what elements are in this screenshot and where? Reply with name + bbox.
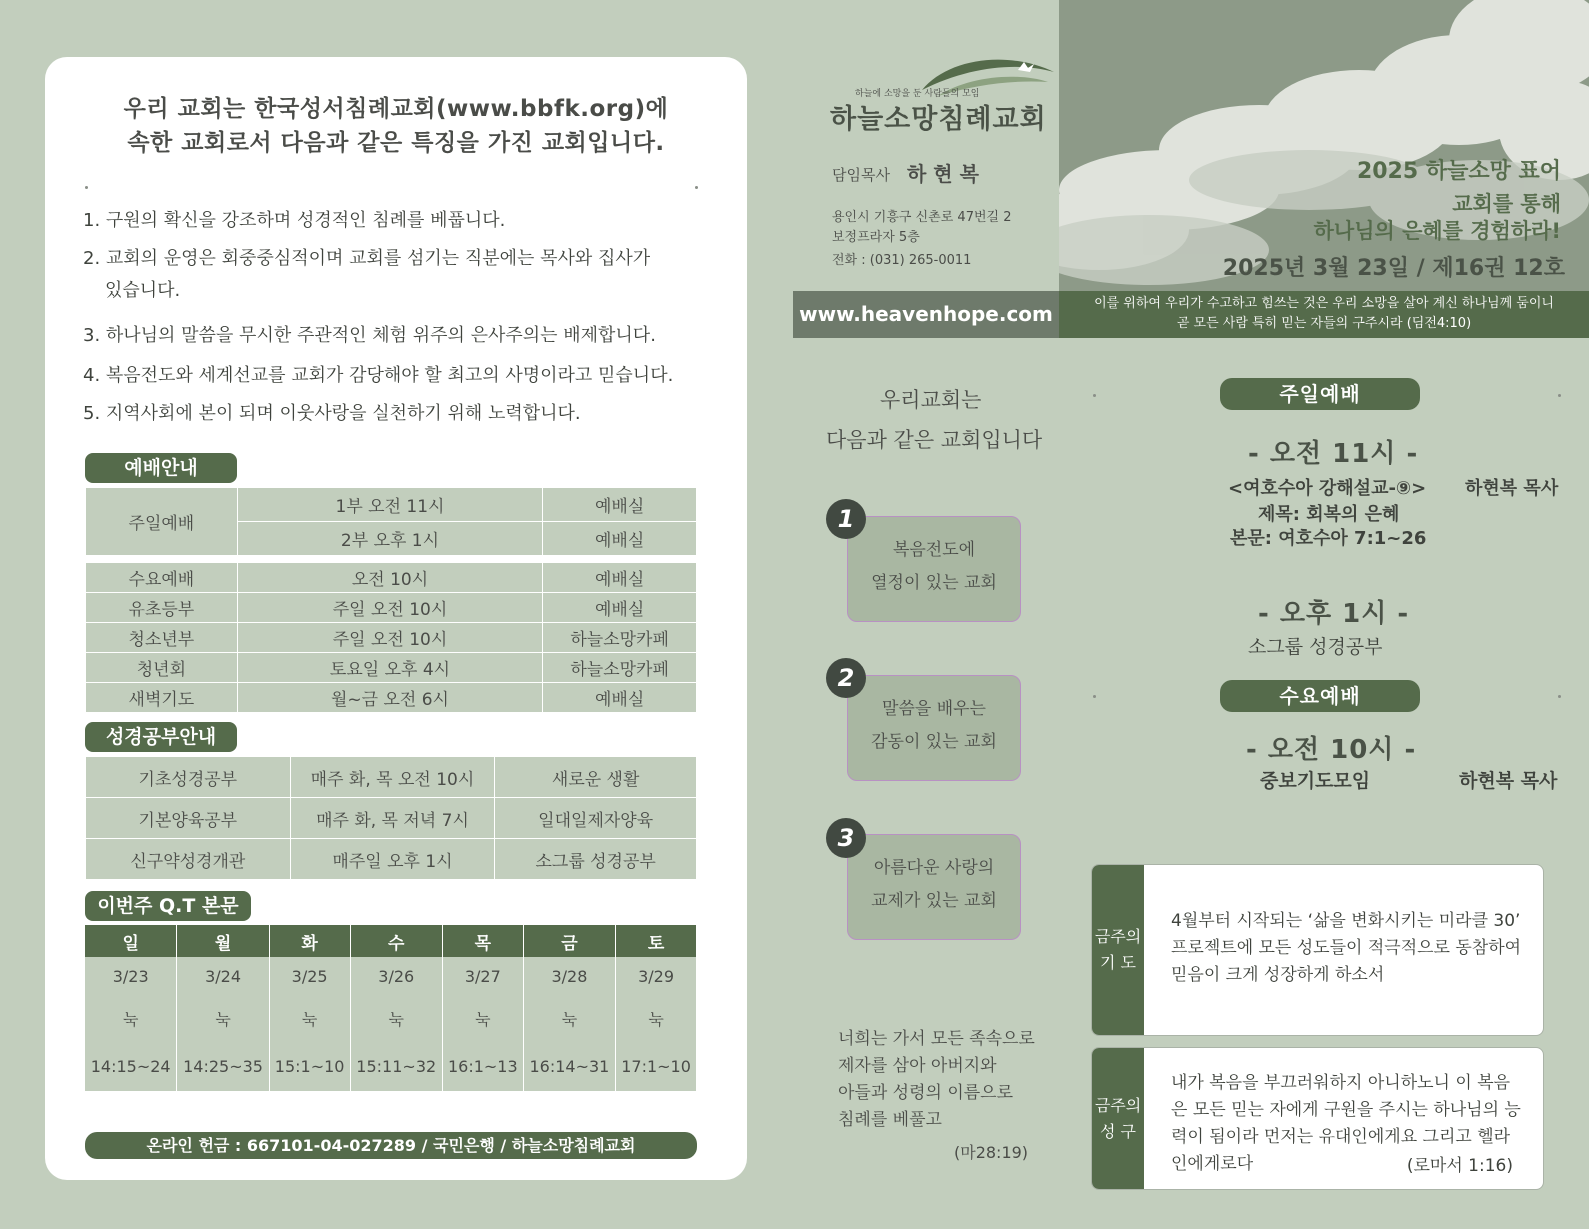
table-cell: 눅: [269, 995, 350, 1041]
wednesday-service-label: 수요예배: [1220, 680, 1420, 712]
table-cell: 1부 오전 11시: [237, 488, 542, 522]
theme-verse-band: [1059, 291, 1589, 338]
table-cell: 매주 화, 목 저녁 7시: [290, 798, 495, 839]
table-cell: 17:1~10: [616, 1041, 697, 1091]
day-header: 수: [350, 925, 442, 957]
table-cell: 16:1~13: [442, 1041, 523, 1091]
divider-dot: [695, 186, 698, 189]
table-row: [85, 1041, 697, 1091]
table-cell: 새벽기도: [86, 683, 238, 713]
feature-2: 2. 교회의 운영은 회중중심적이며 교회를 섬기는 직분에는 목사와 집사가: [83, 248, 651, 269]
sunday-time-2: - 오후 1시 -: [1258, 599, 1410, 629]
phone: 전화 : (031) 265-0011: [832, 253, 972, 268]
day-header: 월: [177, 925, 269, 957]
our-church-title-2: 다음과 같은 교회입니다: [826, 428, 1043, 452]
divider-dot: [1093, 695, 1096, 698]
feature-4: 4. 복음전도와 세계선교를 교회가 감당해야 할 최고의 사명이라고 믿습니다.: [83, 365, 674, 386]
bible-study-heading: 성경공부안내: [85, 722, 237, 752]
table-cell: 예배실: [543, 563, 697, 593]
motto-line-2: 하나님의 은혜를 경험하라!: [1313, 219, 1561, 243]
table-cell: 예배실: [543, 593, 697, 623]
theme-verse-line-2: 곧 모든 사람 특히 믿는 자들의 구주시라 (딤전4:10): [1176, 316, 1472, 331]
table-cell: 월~금 오전 6시: [237, 683, 542, 713]
church-feature-2: [847, 675, 1021, 781]
great-commission-verse: [838, 1026, 1035, 1134]
sunday-service-label: 주일예배: [1220, 378, 1420, 410]
table-cell: 새로운 생활: [495, 757, 697, 798]
table-cell: 하늘소망카페: [543, 623, 697, 653]
table-cell: 예배실: [543, 522, 697, 556]
pastor-label: 담임목사: [832, 166, 890, 184]
table-row: [85, 957, 697, 995]
table-cell: 2부 오후 1시: [237, 522, 542, 556]
feature-line: 아름다운 사랑의: [873, 858, 995, 878]
verse-line: 아들과 성령의 이름으로: [838, 1083, 1014, 1103]
theme-verse-line-1: 이를 위하여 우리가 수고하고 힘쓰는 것은 우리 소망을 살아 계신 하나님께 둠이니: [1094, 296, 1554, 311]
table-cell: 눅: [616, 995, 697, 1041]
feature-1: 1. 구원의 확신을 강조하며 성경적인 침례를 베풉니다.: [83, 210, 506, 231]
hero-banner: [1059, 0, 1589, 291]
church-feature-3: [847, 834, 1021, 940]
verse-line: 너희는 가서 모든 족속으로: [838, 1029, 1035, 1049]
day-header: 목: [442, 925, 523, 957]
bible-study-table: [85, 756, 697, 880]
table-cell: 유초등부: [86, 593, 238, 623]
verse-ref: (로마서 1:16): [1406, 1156, 1513, 1176]
qt-table: [85, 925, 697, 1091]
table-cell: 3/28: [523, 957, 615, 995]
website-link[interactable]: www.heavenhope.com: [793, 291, 1059, 338]
table-cell: 눅: [523, 995, 615, 1041]
prayer-line: 4월부터 시작되는 ‘삶을 변화시키는 미라클 30’: [1171, 911, 1521, 931]
verse-line: 력이 됨이라 먼저는 유대인에게요 그리고 헬라: [1171, 1127, 1511, 1147]
day-header: 토: [616, 925, 697, 957]
sermon-series: <여호수아 강해설교-⑨>: [1228, 478, 1427, 499]
table-cell: 눅: [350, 995, 442, 1041]
table-cell: 15:11~32: [350, 1041, 442, 1091]
prayer-line: 프로젝트에 모든 성도들이 적극적으로 동참하여: [1171, 938, 1522, 958]
table-cell: 눅: [85, 995, 177, 1041]
table-cell: 청년회: [86, 653, 238, 683]
worship-guide-heading: 예배안내: [85, 453, 237, 483]
intro-line-2: 속한 교회로서 다음과 같은 특징을 가진 교회입니다.: [127, 130, 665, 156]
verse-line: 내가 복음을 부끄러워하지 아니하노니 이 복음: [1171, 1073, 1511, 1093]
table-cell: 기초성경공부: [86, 757, 291, 798]
feature-5: 5. 지역사회에 본이 되며 이웃사랑을 실천하기 위해 노력합니다.: [83, 403, 581, 424]
side-label-line: 금주의: [1094, 927, 1142, 946]
divider-dot: [1558, 695, 1561, 698]
table-cell: 예배실: [543, 488, 697, 522]
table-cell: 3/24: [177, 957, 269, 995]
table-cell: 하늘소망카페: [543, 653, 697, 683]
table-cell: 16:14~31: [523, 1041, 615, 1091]
table-row: [86, 623, 697, 653]
table-header-row: [85, 925, 697, 957]
table-cell: 3/23: [85, 957, 177, 995]
sunday-worship-name: 주일예배: [86, 488, 238, 556]
side-label-line: 금주의: [1094, 1095, 1142, 1115]
weekly-prayer-box: [1091, 864, 1544, 1036]
verse-side-label: [1092, 1048, 1144, 1189]
table-row: [86, 683, 697, 713]
table-cell: 토요일 오후 4시: [237, 653, 542, 683]
date-issue: 2025년 3월 23일 / 제16권 12호: [1222, 256, 1565, 281]
wednesday-program: 중보기도모임: [1260, 770, 1371, 792]
table-cell: 15:1~10: [269, 1041, 350, 1091]
number-badge-3: 3: [826, 818, 866, 858]
table-cell: 기본양육공부: [86, 798, 291, 839]
church-feature-1: [847, 516, 1021, 622]
sunday-time-1: - 오전 11시 -: [1248, 439, 1419, 469]
table-cell: 오전 10시: [237, 563, 542, 593]
table-cell: 매주 화, 목 오전 10시: [290, 757, 495, 798]
day-header: 화: [269, 925, 350, 957]
prayer-text: [1171, 908, 1523, 989]
church-tagline: 하늘에 소망을 둔 사람들의 모임: [855, 89, 980, 99]
year-motto: 2025 하늘소망 표어: [1356, 159, 1561, 184]
table-row: [86, 563, 697, 593]
number-badge-2: 2: [826, 658, 866, 698]
online-offering: 온라인 헌금 : 667101-04-027289 / 국민은행 / 하늘소망침례교회: [85, 1132, 697, 1159]
qt-heading: 이번주 Q.T 본문: [85, 891, 251, 921]
number-badge-1: 1: [826, 499, 866, 539]
verse-line: 은 모든 믿는 자에게 구원을 주시는 하나님의 능: [1171, 1100, 1521, 1120]
table-cell: 눅: [442, 995, 523, 1041]
sermon-title: 제목: 회복의 은혜: [1258, 504, 1400, 525]
intro-line-1: 우리 교회는 한국성서침례교회(www.bbfk.org)에: [123, 96, 669, 122]
motto-line-1: 교회를 통해: [1452, 192, 1561, 216]
table-cell: 14:15~24: [85, 1041, 177, 1091]
table-cell: 신구약성경개관: [86, 839, 291, 880]
verse-line: 인에게로다: [1171, 1154, 1254, 1174]
table-cell: 소그룹 성경공부: [495, 839, 697, 880]
table-row: [86, 593, 697, 623]
preacher: 하현복 목사: [1465, 478, 1559, 499]
day-header: 금: [523, 925, 615, 957]
table-cell: 14:25~35: [177, 1041, 269, 1091]
feature-line: 열정이 있는 교회: [871, 573, 997, 593]
table-cell: 눅: [177, 995, 269, 1041]
church-name: 하늘소망침례교회: [830, 104, 1047, 135]
table-cell: 매주일 오후 1시: [290, 839, 495, 880]
feature-line: 말씀을 배우는: [882, 699, 986, 719]
day-header: 일: [85, 925, 177, 957]
table-cell: 3/25: [269, 957, 350, 995]
prayer-line: 믿음이 크게 성장하게 하소서: [1171, 965, 1385, 985]
feature-3: 3. 하나님의 말씀을 무시한 주관적인 체험 위주의 은사주의는 배제합니다.: [83, 325, 656, 346]
divider-dot: [85, 186, 88, 189]
table-cell: 주일 오전 10시: [237, 593, 542, 623]
wednesday-time: - 오전 10시 -: [1246, 735, 1417, 765]
pm-program: 소그룹 성경공부: [1248, 636, 1383, 658]
table-cell: 청소년부: [86, 623, 238, 653]
table-cell: 일대일제자양육: [495, 798, 697, 839]
divider-dot: [1093, 394, 1096, 397]
table-row: [86, 839, 697, 880]
feature-line: 감동이 있는 교회: [871, 732, 997, 752]
address-line-2: 보정프라자 5층: [832, 230, 920, 245]
table-cell: 3/29: [616, 957, 697, 995]
table-row: [86, 757, 697, 798]
feature-2-cont: 있습니다.: [105, 280, 181, 301]
table-cell: 3/27: [442, 957, 523, 995]
divider-dot: [1558, 394, 1561, 397]
side-label-line: 성 구: [1100, 1121, 1136, 1141]
feature-line: 복음전도에: [892, 540, 976, 560]
table-row: [86, 798, 697, 839]
wednesday-leader: 하현복 목사: [1459, 770, 1558, 792]
worship-table: [85, 487, 697, 556]
table-cell: 3/26: [350, 957, 442, 995]
address-line-1: 용인시 기흥구 신촌로 47번길 2: [832, 210, 1012, 225]
table-row: [86, 653, 697, 683]
church-info-card: [45, 57, 747, 1180]
verse-line: 침례를 베풀고: [838, 1110, 942, 1130]
commission-ref: (마28:19): [954, 1143, 1029, 1162]
feature-line: 교제가 있는 교회: [871, 891, 997, 911]
table-cell: 주일 오전 10시: [237, 623, 542, 653]
worship-other-table: [85, 562, 697, 713]
table-cell: 예배실: [543, 683, 697, 713]
sermon-text: 본문: 여호수아 7:1~26: [1230, 528, 1427, 549]
weekly-verse-box: [1091, 1047, 1544, 1190]
table-row: [85, 995, 697, 1041]
pastor-name: 하 현 복: [907, 162, 979, 186]
verse-line: 제자를 삼아 아버지와: [838, 1056, 997, 1076]
table-cell: 수요예배: [86, 563, 238, 593]
our-church-title-1: 우리교회는: [880, 388, 982, 412]
cloud-image: [1059, 0, 1589, 291]
table-row: [86, 488, 697, 522]
prayer-side-label: [1092, 865, 1144, 1035]
side-label-line: 기 도: [1100, 953, 1136, 972]
